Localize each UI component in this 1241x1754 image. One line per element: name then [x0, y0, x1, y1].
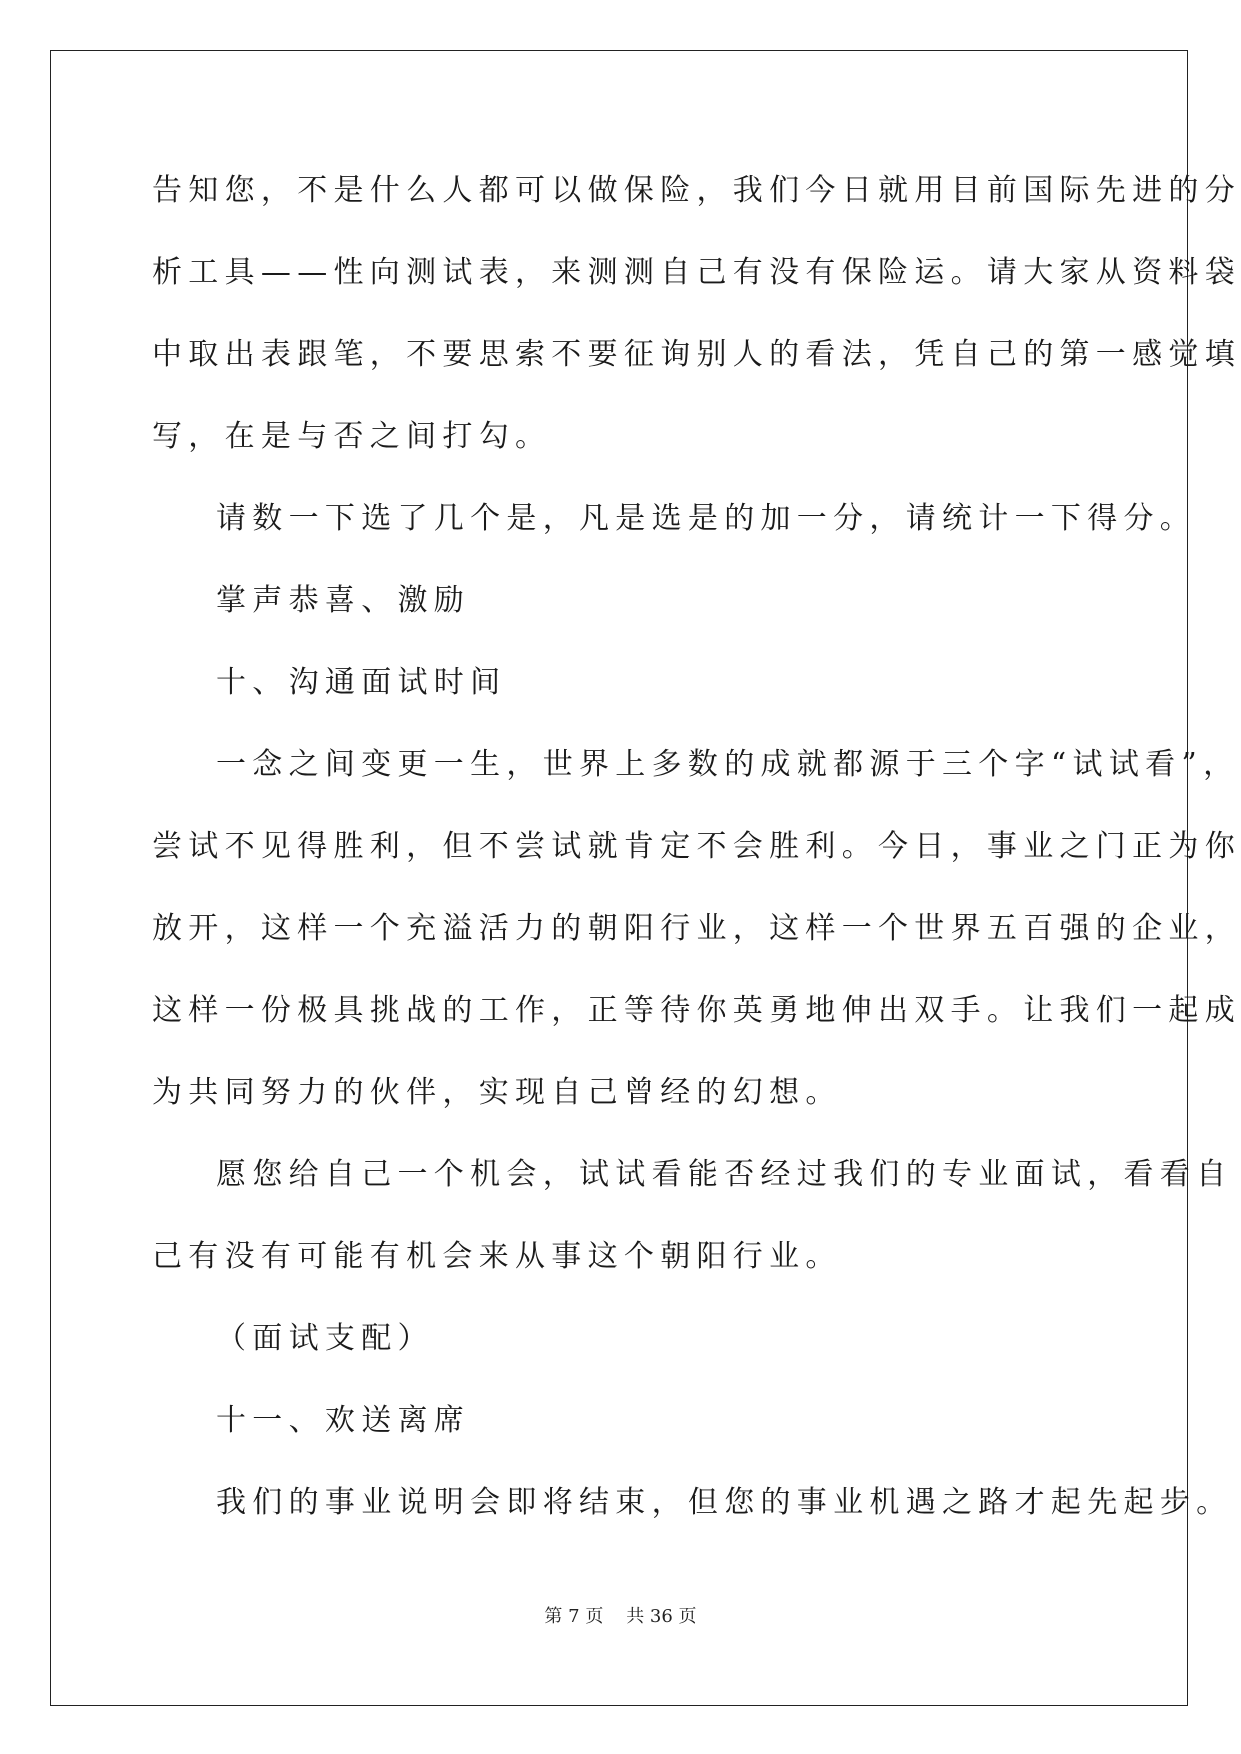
- text-line: 掌声恭喜、激励: [216, 583, 471, 618]
- section-heading: 十、沟通面试时间: [216, 665, 507, 700]
- text-line: 一念之间变更一生，世界上多数的成就都源于三个字“试试看”，: [216, 747, 1240, 782]
- text-line: 请数一下选了几个是，凡是选是的加一分，请统计一下得分。: [216, 501, 1197, 536]
- text-line: 告知您，不是什么人都可以做保险，我们今日就用目前国际先进的分: [152, 173, 1241, 208]
- text-line: （面试支配）: [216, 1321, 434, 1356]
- text-line: 为共同努力的伙伴，实现自己曾经的幻想。: [152, 1075, 842, 1110]
- page-number-footer: 第 7 页 共 36 页: [544, 1606, 697, 1627]
- text-line: 这样一份极具挑战的工作，正等待你英勇地伸出双手。让我们一起成: [152, 993, 1241, 1028]
- text-line: 写，在是与否之间打勾。: [152, 419, 552, 454]
- text-line: 愿您给自己一个机会，试试看能否经过我们的专业面试，看看自: [216, 1157, 1233, 1192]
- text-line: 我们的事业说明会即将结束，但您的事业机遇之路才起先起步。: [216, 1485, 1233, 1520]
- text-line: 放开，这样一个充溢活力的朝阳行业，这样一个世界五百强的企业，: [152, 911, 1241, 946]
- text-line: 尝试不见得胜利，但不尝试就肯定不会胜利。今日，事业之门正为你: [152, 829, 1241, 864]
- text-line: 析工具——性向测试表，来测测自己有没有保险运。请大家从资料袋: [152, 255, 1241, 290]
- section-heading: 十一、欢送离席: [216, 1403, 471, 1438]
- document-body: [152, 158, 1241, 1552]
- text-line: 中取出表跟笔，不要思索不要征询别人的看法，凭自己的第一感觉填: [152, 337, 1241, 372]
- text-line: 己有没有可能有机会来从事这个朝阳行业。: [152, 1239, 842, 1274]
